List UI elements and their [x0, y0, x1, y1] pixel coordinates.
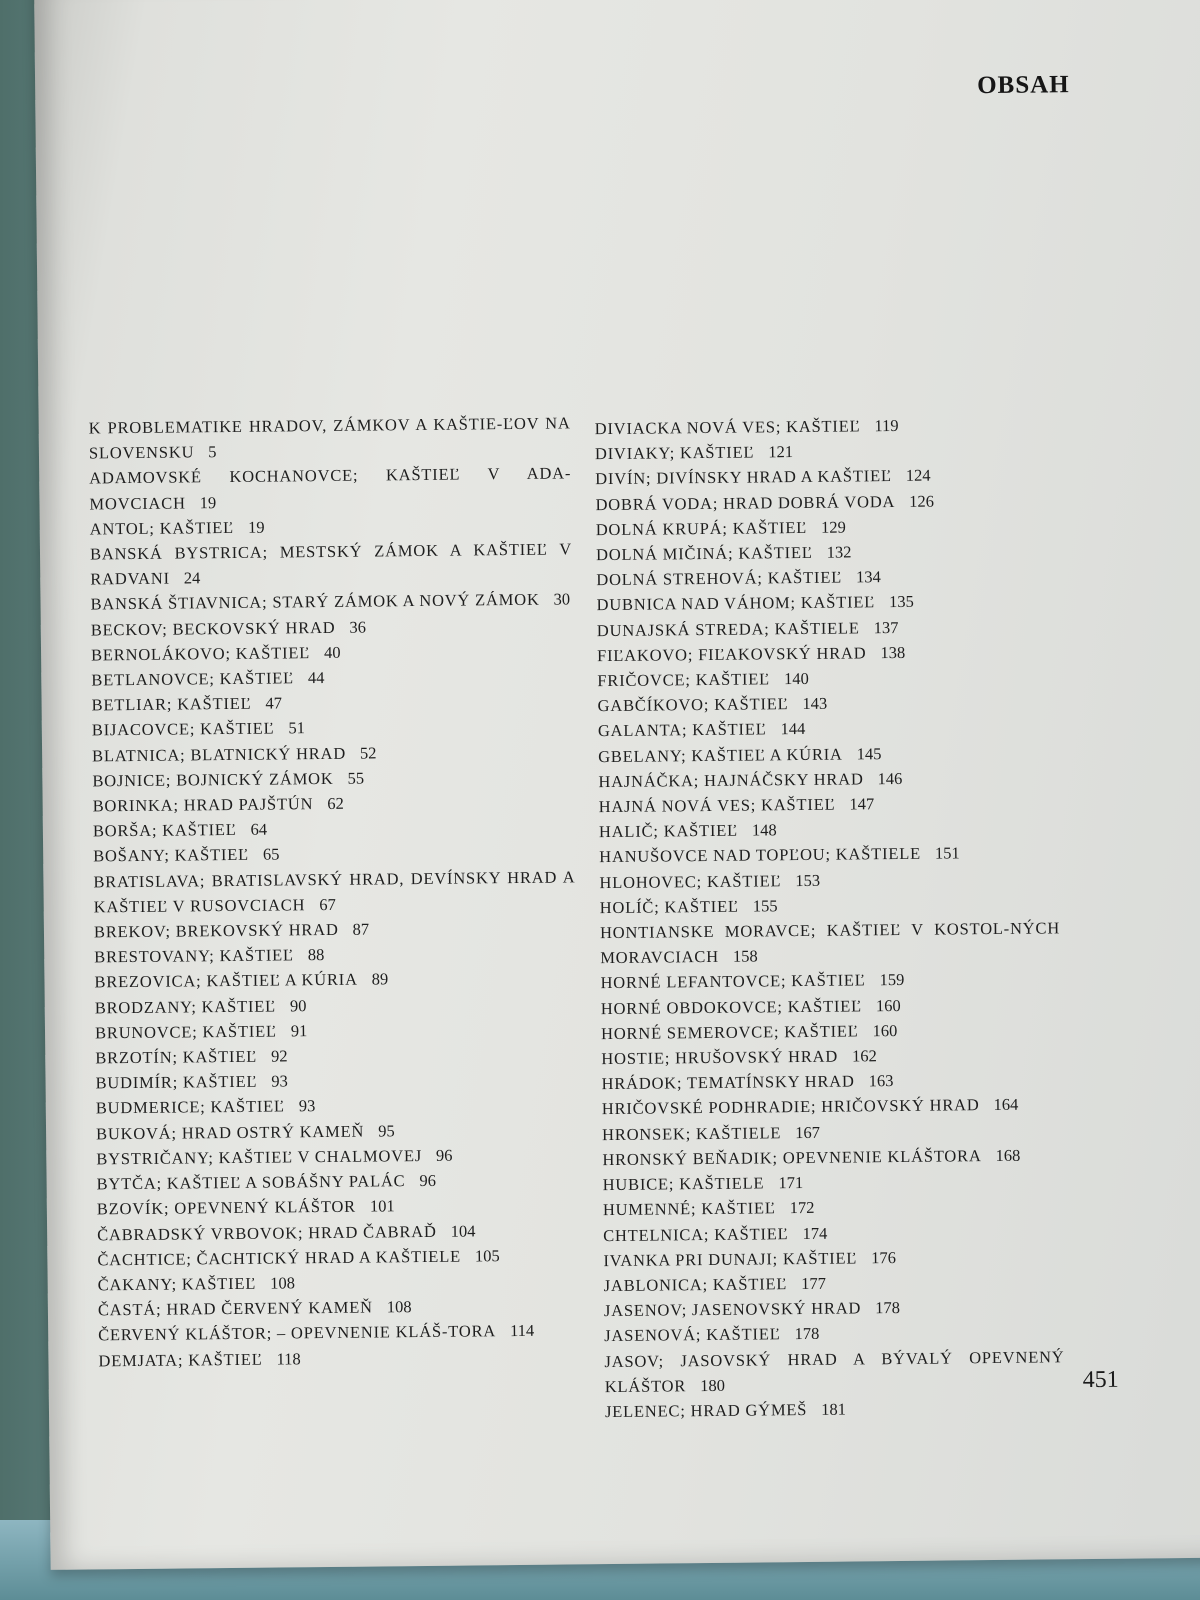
toc-entry-page: 177	[801, 1273, 827, 1293]
toc-entry-title: JASENOVÁ; KAŠTIEĽ	[604, 1324, 781, 1346]
toc-entry-title: DOLNÁ KRUPÁ; KAŠTIEĽ	[595, 517, 808, 539]
toc-entry-page: 55	[347, 768, 365, 788]
toc-entry-title: IVANKA PRI DUNAJI; KAŠTIEĽ	[603, 1248, 858, 1270]
toc-entry-title: HOSTIE; HRUŠOVSKÝ HRAD	[601, 1046, 839, 1069]
toc-entry-page: 91	[290, 1021, 308, 1041]
toc-entry-page: 62	[327, 793, 344, 814]
toc-entry-title: JELENEC; HRAD GÝMEŠ	[604, 1399, 808, 1422]
toc-entry-title: HRÁDOK; TEMATÍNSKY HRAD	[601, 1071, 855, 1094]
toc-entry-page: 19	[247, 517, 265, 537]
toc-entry-title: BOŠANY; KAŠTIEĽ	[93, 845, 250, 866]
toc-entry-page: 168	[995, 1145, 1021, 1165]
toc-entry-page: 135	[889, 592, 914, 612]
toc-entry-page: 134	[855, 567, 881, 587]
toc-entry-page: 158	[732, 946, 758, 966]
toc-entry-title: BECKOV; BECKOVSKÝ HRAD	[90, 617, 336, 640]
toc-entry-page: 52	[359, 743, 377, 763]
toc-right-column	[595, 411, 1066, 1424]
toc-entry-title: HAJNÁČKA; HAJNÁČSKY HRAD	[598, 769, 864, 791]
toc-entry-page: 96	[435, 1145, 453, 1165]
toc-entry-title: BOJNICE; BOJNICKÝ ZÁMOK	[92, 768, 334, 791]
toc-entry-page: 153	[795, 870, 821, 890]
toc-entry-page: 160	[875, 995, 901, 1015]
toc-entry-title: HORNÉ OBDOKOVCE; KAŠTIEĽ	[600, 996, 863, 1018]
toc-entry-title: DUNAJSKÁ STREDA; KAŠTIELE	[596, 618, 860, 640]
toc-entry-title: FIĽAKOVO; FIĽAKOVSKÝ HRAD	[597, 643, 867, 665]
toc-entry-page: 147	[849, 794, 875, 814]
toc-entry-title: HRONSEK; KAŠTIELE	[602, 1122, 782, 1144]
toc-entry-page: 181	[821, 1399, 847, 1419]
toc-entry-title: HONTIANSKE MORAVCE; KAŠTIEĽ V KOSTOL-NÝCH MORAVCIACH	[599, 918, 1061, 968]
toc-entry-page: 174	[802, 1223, 828, 1243]
page-title: OBSAH	[977, 71, 1070, 100]
toc-entry	[605, 1394, 1065, 1424]
toc-entry-title: BETLANOVCE; KAŠTIEĽ	[91, 668, 295, 690]
toc-entry-title: CHTELNICA; KAŠTIEĽ	[603, 1223, 789, 1245]
toc-entry-page: 87	[352, 919, 370, 939]
toc-entry-page: 162	[851, 1046, 877, 1066]
toc-entry	[98, 1318, 580, 1348]
toc-entry-page: 132	[826, 542, 852, 562]
toc-entry-page: 101	[369, 1196, 395, 1216]
toc-entry-page: 51	[288, 718, 306, 738]
toc-entry-title: DUBNICA NAD VÁHOM; KAŠTIEĽ	[596, 592, 876, 615]
toc-entry-title: BIJACOVCE; KAŠTIEĽ	[91, 718, 275, 740]
toc-entry-page: 146	[877, 768, 903, 789]
toc-entry-title: JASENOV; JASENOVSKÝ HRAD	[603, 1298, 862, 1321]
toc-entry-page: 19	[199, 492, 217, 512]
toc-entry-title: HRONSKÝ BEŇADIK; OPEVNENIE KLÁŠTORA	[602, 1146, 982, 1170]
toc-entry-page: 47	[265, 693, 283, 713]
toc-entry-title: FRIČOVCE; KAŠTIEĽ	[597, 669, 771, 691]
toc-entry-title: HOLÍČ; KAŠTIEĽ	[599, 896, 739, 917]
toc-entry-page: 104	[450, 1220, 476, 1241]
toc-entry-title: BANSKÁ ŠTIAVNICA; STARÝ ZÁMOK A NOVÝ ZÁMOK	[90, 590, 540, 614]
toc-entry-page: 90	[289, 995, 307, 1016]
toc-entry-title: GBELANY; KAŠTIEĽ A KÚRIA	[598, 744, 843, 766]
toc-entry	[604, 1344, 1065, 1399]
toc-entry-page: 180	[700, 1375, 725, 1395]
toc-entry-page: 96	[419, 1170, 437, 1191]
toc-entry-page: 155	[752, 896, 778, 916]
toc-entry-title: JASOV; JASOVSKÝ HRAD A BÝVALÝ OPEVNENÝ KLÁŠTOR	[604, 1346, 1065, 1396]
toc-entry	[89, 410, 572, 465]
toc-entry-page: 124	[905, 466, 931, 486]
toc-entry-page: 121	[768, 442, 794, 462]
toc-entry-title: BRUNOVCE; KAŠTIEĽ	[94, 1021, 277, 1043]
toc-entry	[600, 915, 1061, 970]
toc-entry-title: HLOHOVEC; KAŠTIEĽ	[599, 870, 782, 892]
toc-entry	[602, 1092, 1062, 1122]
toc-entry-page: 24	[183, 568, 201, 588]
toc-entry-title: BUDMERICE; KAŠTIEĽ	[95, 1096, 285, 1118]
toc-entry	[90, 536, 573, 591]
toc-entry-title: DOLNÁ STREHOVÁ; KAŠTIEĽ	[596, 567, 843, 590]
toc-entry-page: 144	[780, 719, 806, 739]
toc-entry-title: HORNÉ SEMEROVCE; KAŠTIEĽ	[600, 1021, 859, 1043]
toc-entry-page: 119	[874, 415, 899, 436]
toc-entry-page: 36	[349, 617, 367, 637]
toc-entry-page: 176	[871, 1247, 897, 1268]
toc-entry-title: BUKOVÁ; HRAD OSTRÝ KAMEŇ	[95, 1121, 365, 1144]
toc-entry-page: 30	[553, 589, 571, 610]
toc-entry-title: ČERVENÝ KLÁŠTOR; – OPEVNENIE KLÁŠ-TORA	[98, 1321, 497, 1345]
toc-entry-page: 40	[323, 642, 341, 662]
toc-entry-page: 171	[778, 1173, 804, 1193]
toc-entry-page: 65	[262, 844, 280, 865]
toc-entry-page: 140	[783, 668, 809, 689]
toc-entry-page: 126	[909, 491, 935, 511]
toc-entry	[90, 587, 572, 617]
toc-entry-title: BYSTRIČANY; KAŠTIEĽ V CHALMOVEJ	[96, 1145, 423, 1169]
toc-entry-title: HUMENNÉ; KAŠTIEĽ	[602, 1198, 776, 1220]
toc-entry-title: BRATISLAVA; BRATISLAVSKÝ HRAD, DEVÍNSKY HRAD A KAŠTIEĽ V RUSOVCIACH	[93, 867, 576, 917]
toc-entry	[602, 1142, 1062, 1172]
toc-entry-title: ADAMOVSKÉ KOCHANOVCE; KAŠTIEĽ V ADA-MOVCIACH	[89, 463, 572, 514]
toc-entry-title: BREZOVICA; KAŠTIEĽ A KÚRIA	[94, 970, 358, 992]
toc-entry-page: 95	[378, 1120, 395, 1141]
toc-entry-page: 129	[820, 517, 846, 537]
toc-entry-page: 108	[386, 1297, 412, 1317]
toc-entry-page: 118	[276, 1348, 301, 1369]
toc-entry-title: DEMJATA; KAŠTIEĽ	[98, 1349, 263, 1370]
toc-entry-title: BERNOLÁKOVO; KAŠTIEĽ	[90, 642, 311, 665]
toc-entry-page: 164	[993, 1095, 1019, 1115]
toc-entry-title: GABČÍKOVO; KAŠTIEĽ	[597, 694, 789, 716]
toc-entry-page: 160	[872, 1020, 898, 1041]
page-number: 451	[1082, 1366, 1119, 1394]
toc-entry-title: BYTČA; KAŠTIEĽ A SOBÁŠNY PALÁC	[96, 1171, 406, 1194]
toc-entry-title: BORŠA; KAŠTIEĽ	[92, 820, 237, 841]
toc-entry-title: BLATNICA; BLATNICKÝ HRAD	[92, 743, 347, 766]
toc-entry-title: BRZOTÍN; KAŠTIEĽ	[95, 1046, 258, 1068]
toc-entry-title: DIVIACKA NOVÁ VES; KAŠTIEĽ	[594, 416, 861, 439]
toc-entry-title: BANSKÁ BYSTRICA; MESTSKÝ ZÁMOK A KAŠTIEĽ V RADVANI	[89, 539, 573, 589]
toc-entry-page: 5	[208, 442, 217, 462]
toc-entry-page: 148	[751, 820, 777, 840]
toc-entry-title: BORINKA; HRAD PAJŠTÚN	[92, 794, 314, 816]
toc-entry-page: 143	[802, 693, 828, 714]
toc-entry-page: 151	[934, 843, 960, 864]
toc-entry-page: 137	[873, 617, 899, 637]
toc-entry-page: 163	[868, 1071, 894, 1091]
toc-entry-title: DIVÍN; DIVÍNSKY HRAD A KAŠTIEĽ	[595, 466, 892, 489]
toc-entry-page: 67	[319, 894, 336, 914]
toc-entry-page: 167	[795, 1122, 821, 1142]
toc-entry-page: 92	[270, 1046, 288, 1066]
toc-left-column	[89, 410, 581, 1373]
toc-entry-page: 93	[271, 1071, 288, 1091]
toc-entry-title: ČASTÁ; HRAD ČERVENÝ KAMEŇ	[97, 1297, 373, 1320]
toc-entry-title: ČACHTICE; ČACHTICKÝ HRAD A KAŠTIELE	[97, 1246, 461, 1270]
toc-entry-title: DIVIAKY; KAŠTIEĽ	[594, 442, 755, 464]
toc-entry-page: 178	[794, 1324, 820, 1344]
toc-entry-title: HORNÉ LEFANTOVCE; KAŠTIEĽ	[600, 970, 866, 993]
toc-entry-page: 44	[307, 668, 325, 688]
toc-entry-title: ČABRADSKÝ VRBOVOK; HRAD ČABRAĎ	[97, 1221, 437, 1244]
toc-entry-title: GALANTA; KAŠTIEĽ	[597, 719, 767, 741]
toc-entry-title: BETLIAR; KAŠTIEĽ	[91, 693, 252, 715]
toc-entry-page: 89	[371, 969, 389, 989]
toc-entry-page: 108	[270, 1273, 296, 1293]
toc-entry-title: K PROBLEMATIKE HRADOV, ZÁMKOV A KAŠTIE-ĽOV NA SLOVENSKU	[88, 413, 571, 463]
toc-entry-title: DOBRÁ VODA; HRAD DOBRÁ VODA	[595, 491, 896, 514]
toc-entry-title: BRESTOVANY; KAŠTIEĽ	[94, 945, 294, 967]
toc-entry-title: BUDIMÍR; KAŠTIEĽ	[95, 1072, 258, 1093]
toc-entry-title: HANUŠOVCE NAD TOPĽOU; KAŠTIELE	[599, 844, 922, 867]
toc-entry-title: DOLNÁ MIČINÁ; KAŠTIEĽ	[595, 542, 813, 565]
toc-entry-page: 138	[880, 642, 906, 663]
toc-entry-page: 88	[307, 945, 325, 965]
toc-entry-title: HRIČOVSKÉ PODHRADIE; HRIČOVSKÝ HRAD	[601, 1095, 980, 1119]
book-page	[34, 0, 1200, 1570]
toc-entry-page: 64	[250, 819, 268, 840]
toc-entry-page: 159	[879, 970, 905, 990]
toc-entry-title: BREKOV; BREKOVSKÝ HRAD	[93, 919, 339, 942]
toc-entry-title: HALIČ; KAŠTIEĽ	[598, 820, 739, 842]
toc-entry-title: HUBICE; KAŠTIELE	[602, 1173, 765, 1195]
toc-entry-page: 145	[856, 743, 882, 764]
toc-entry-page: 93	[298, 1096, 316, 1116]
toc-entry	[98, 1343, 580, 1373]
toc-entry-page: 114	[509, 1321, 535, 1341]
toc-entry-title: JABLONICA; KAŠTIEĽ	[603, 1274, 788, 1296]
toc-entry	[93, 864, 576, 919]
toc-entry	[89, 461, 572, 516]
toc-entry-title: ANTOL; KAŠTIEĽ	[89, 517, 235, 539]
toc-entry-title: HAJNÁ NOVÁ VES; KAŠTIEĽ	[598, 794, 836, 817]
toc-entry-title: BRODZANY; KAŠTIEĽ	[94, 996, 277, 1018]
toc-entry-page: 178	[875, 1298, 901, 1318]
toc-entry-page: 105	[474, 1245, 500, 1266]
toc-entry-title: BZOVÍK; OPEVNENÝ KLÁŠTOR	[96, 1196, 357, 1219]
toc-entry-page: 172	[789, 1198, 815, 1218]
toc-entry-title: ČAKANY; KAŠTIEĽ	[97, 1273, 257, 1295]
